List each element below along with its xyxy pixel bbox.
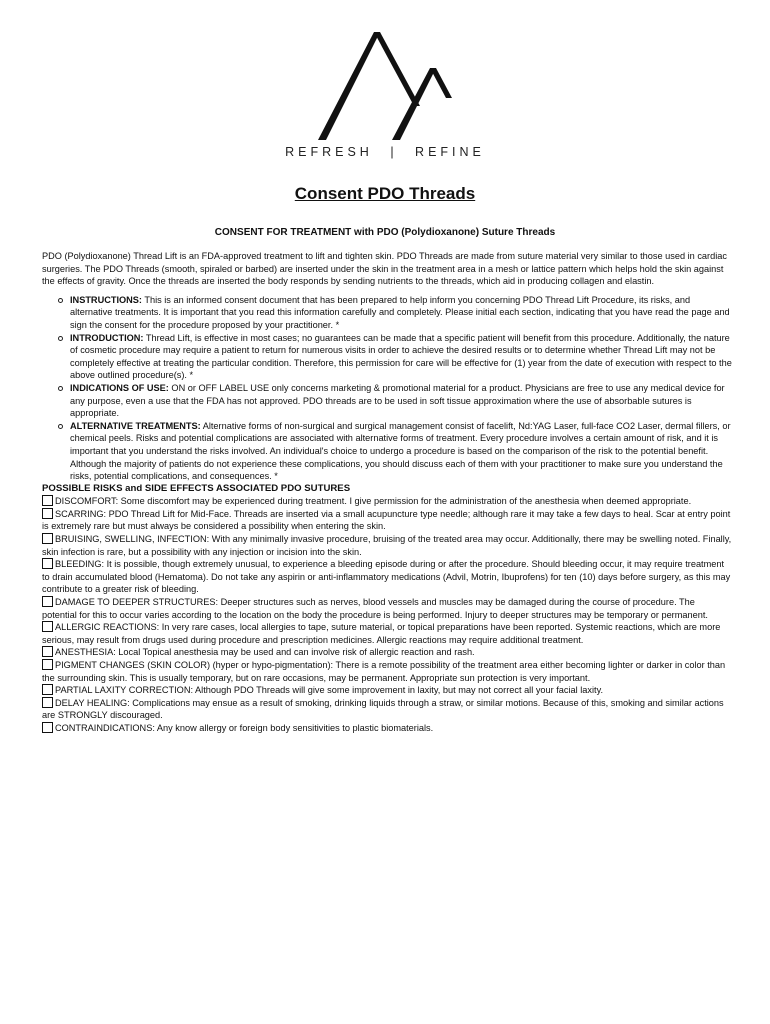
risk-text: DELAY HEALING: Complications may ensue as a result of smoking, drinking liquids through a straw, or similar motions. Because of this, smoking and similar actions are STRONGLY discouraged. bbox=[42, 697, 724, 721]
bullet-instructions bbox=[70, 294, 732, 332]
brand-separator: | bbox=[390, 145, 398, 159]
brand-refine: REFINE bbox=[415, 145, 485, 159]
bullet-introduction bbox=[70, 332, 732, 382]
risk-delay-healing bbox=[42, 697, 732, 722]
bullet-label: INSTRUCTIONS: bbox=[70, 294, 142, 305]
risk-discomfort bbox=[42, 495, 732, 508]
risk-text: BRUISING, SWELLING, INFECTION: With any minimally invasive procedure, bruising of the treated area may occur. Additionally, there may be swelling noted. Finally, skin infection is rare, but a possibility with any injection or incision into the skin. bbox=[42, 534, 732, 557]
risk-text: DISCOMFORT: Some discomfort may be experienced during treatment. I give permission for the administration of the anesthesia when deemed appropriate. bbox=[55, 496, 692, 507]
risk-text: ANESTHESIA: Local Topical anesthesia may be used and can involve risk of allergic reaction and rash. bbox=[55, 647, 475, 658]
risk-bleeding bbox=[42, 558, 732, 596]
brand-name bbox=[0, 145, 770, 159]
risk-text: BLEEDING: It is possible, though extremely unusual, to experience a bleeding episode during or after the procedure. Should bleeding occur, it may require treatment to drain accumulated blood (Hematoma). Do not take any aspirin or anti-inflammatory medications (Advil, Motrin, Ibuprofens) for ten (10) days before surgery, as this may contribute to a greater risk of bleeding. bbox=[42, 559, 731, 595]
risk-text: SCARRING: PDO Thread Lift for Mid-Face. Threads are inserted via a small acupuncture type needle; although rare it may take a few days to heal. Scar at entry point is extremely rare but must always be considered a possibility when entering the skin. bbox=[42, 508, 731, 532]
document-title: Consent PDO Threads bbox=[294, 184, 476, 203]
risk-checkbox[interactable] bbox=[42, 684, 53, 695]
bullet-text: Thread Lift, is effective in most cases; no guarantees can be made that a specific patient will benefit from this procedure. Additionally, the nature of cosmetic procedure may require a patient to return for numerous visits in order to achieve the desired results or to determine whether Thread Lift may not be completely effective at treating the particular condition. Therefore, this permission for care will be effective for (1) year from the date of execution with respect to the above outlined procedure(s). * bbox=[70, 332, 732, 381]
refresh-refine-logo-mark bbox=[318, 32, 452, 140]
risk-text: DAMAGE TO DEEPER STRUCTURES: Deeper structures such as nerves, blood vessels and muscles may be damaged during the course of procedure. The potential for this to occur varies according to the location on the body the procedure is being performed. Injury to deeper structures may be temporary or permanent. bbox=[42, 597, 708, 620]
risk-contraindications bbox=[42, 722, 732, 735]
bullet-label: INDICATIONS OF USE: bbox=[70, 382, 169, 393]
bullet-text: ON or OFF LABEL USE only concerns marketing & promotional material for a product. Physicians are free to use any medical device for any purpose, even a use that the FDA has not approved. PDO threads are to be used in soft tissue approximation where the use of absorbable sutures is appropriate. bbox=[70, 382, 725, 419]
risk-checkbox[interactable] bbox=[42, 621, 53, 632]
bullet-text: This is an informed consent document that has been prepared to help inform you concerning PDO Thread Lift Procedure, its risks, and alternative treatments. It is important that you read this information carefully and completely. Please initial each section, indicating that you have read the page and sign the consent for the procedure proposed by your practitioner. * bbox=[70, 294, 730, 330]
risk-deeper-structures bbox=[42, 596, 732, 621]
risk-allergic bbox=[42, 621, 732, 646]
risk-text: PARTIAL LAXITY CORRECTION: Although PDO Threads will give some improvement in laxity, but may not correct all your facial laxity. bbox=[55, 685, 604, 696]
risk-text: ALLERGIC REACTIONS: In very rare cases, local allergies to tape, suture material, or topical preparations have been reported. Systemic reactions, which are more serious, may result from drugs used during procedure and prescription medicines. Allergic reactions may require additional treatment. bbox=[42, 622, 721, 645]
bullet-indications bbox=[70, 382, 732, 420]
risk-text: CONTRAINDICATIONS: Any know allergy or foreign body sensitivities to plastic biomaterials. bbox=[55, 722, 434, 733]
logo bbox=[0, 0, 770, 170]
bullet-text: Alternative forms of non-surgical and surgical management consist of facelift, Nd:YAG Laser, full-face CO2 Laser, dermal fillers, or chemical peels. Risks and potential complications are associated with alternative forms of treatment. Every procedure involves a certain amount of risk, and it is important that you understand the risks involved. An individual's choice to undergo a procedure is based on the comparison of the risk to the potential benefit. Although the majority of patients do not experience these complications, you should discuss each of them with your practitioner to make sure you understand the risks, potential complications, and consequences. * bbox=[70, 420, 731, 482]
risk-checkbox[interactable] bbox=[42, 596, 53, 607]
risk-checkbox[interactable] bbox=[42, 697, 53, 708]
risk-laxity bbox=[42, 684, 732, 697]
document-subtitle: CONSENT FOR TREATMENT with PDO (Polydioxanone) Suture Threads bbox=[214, 227, 556, 238]
risk-checkbox[interactable] bbox=[42, 659, 53, 670]
bullet-alternatives bbox=[70, 420, 732, 483]
risk-text: PIGMENT CHANGES (SKIN COLOR) (hyper or hypo-pigmentation): There is a remote possibility of the treatment area either becoming lighter or darker in color than the surrounding skin. This is usually temporary, but on rare occasions, may be permanent. Appropriate sun protection is very important. bbox=[42, 660, 726, 683]
risk-scarring bbox=[42, 508, 732, 533]
risk-checkbox[interactable] bbox=[42, 558, 53, 569]
bullet-label: ALTERNATIVE TREATMENTS: bbox=[70, 420, 201, 431]
risk-bruising bbox=[42, 533, 732, 558]
risk-checkbox[interactable] bbox=[42, 646, 53, 657]
risk-pigment bbox=[42, 659, 732, 684]
risk-checkbox[interactable] bbox=[42, 508, 53, 519]
risks-heading: POSSIBLE RISKS and SIDE EFFECTS ASSOCIATED PDO SUTURES bbox=[42, 482, 351, 494]
risk-checkbox[interactable] bbox=[42, 722, 53, 733]
info-bullet-list bbox=[42, 294, 732, 483]
intro-paragraph: PDO (Polydioxanone) Thread Lift is an FDA-approved treatment to lift and tighten skin. PDO Threads are made from suture material very similar to those used in cardiac surgeries. The PDO Threads (smooth, spiraled or barbed) are inserted under the skin in the treatment area in a mesh or lattice pattern which helps hold the skin against the effects of gravity. Once the threads are inserted the body responds by sending nutrients to the threads, which aid in producing collagen and elastin. bbox=[42, 251, 727, 287]
document-body bbox=[42, 250, 732, 735]
bullet-label: INTRODUCTION: bbox=[70, 332, 144, 343]
brand-refresh: REFRESH bbox=[285, 145, 373, 159]
risk-checkbox[interactable] bbox=[42, 495, 53, 506]
risk-checkbox[interactable] bbox=[42, 533, 53, 544]
risk-anesthesia bbox=[42, 646, 732, 659]
